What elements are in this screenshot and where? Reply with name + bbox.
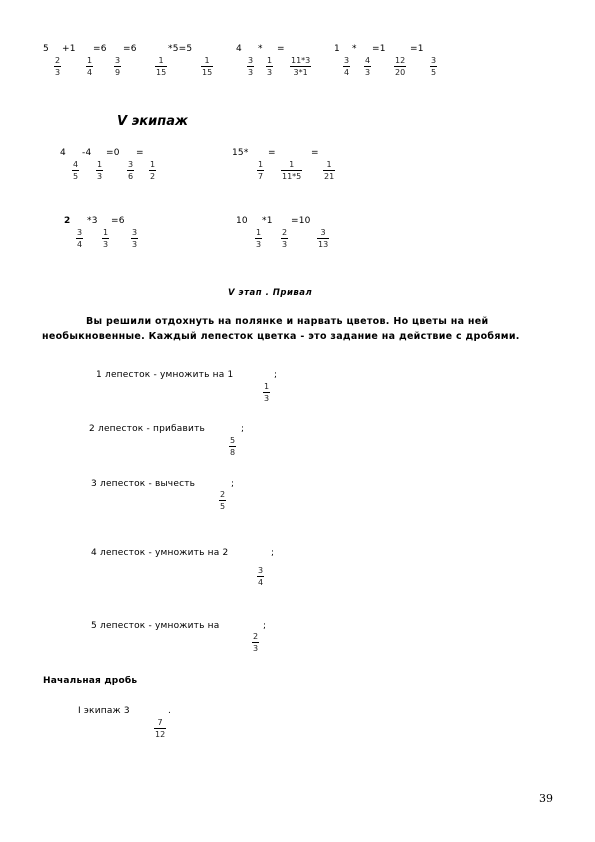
page-number: 39 (539, 792, 553, 805)
petal-3-tail: ; (231, 479, 235, 489)
crew1-fraction: 1 2 (150, 160, 156, 181)
top-fraction: 3 9 (115, 56, 121, 77)
petal-4-tail: ; (271, 548, 275, 558)
crew1-label-0: 4 (60, 148, 66, 158)
crew2-label-5: =10 (291, 216, 311, 226)
petal-5-text: 5 лепесток - умножить на (91, 621, 220, 631)
crew1-fraction: 4 5 (73, 160, 79, 181)
petal-2-tail: ; (241, 424, 245, 434)
crew1-fraction: 3 6 (128, 160, 134, 181)
crew2-fraction: 3 3 (132, 228, 138, 249)
crew1-fraction: 1 21 (324, 160, 335, 181)
petal-4-fraction: 3 4 (258, 566, 264, 587)
crew1-fraction: 1 7 (258, 160, 264, 181)
top-label-7: = (277, 44, 285, 54)
crew-heading: V экипаж (117, 114, 188, 129)
petal-2-fraction: 5 8 (230, 436, 236, 457)
petal-1-fraction: 1 3 (264, 382, 270, 403)
top-label-9: * (352, 44, 357, 54)
top-label-0: 5 (43, 44, 49, 54)
crew2-label-0: 2 (64, 216, 71, 226)
crew2-fraction: 3 13 (318, 228, 329, 249)
crew1-fraction: 1 11*5 (282, 160, 302, 181)
petal-3-fraction: 2 5 (220, 490, 226, 511)
petal-5-fraction: 2 3 (253, 632, 259, 653)
crew1-label-3: = (136, 148, 144, 158)
petal-2-text: 2 лепесток - прибавить (89, 424, 206, 434)
crew-initial-text: I экипаж 3 (78, 706, 130, 716)
crew2-fraction: 1 3 (256, 228, 262, 249)
top-fraction: 11*3 3*1 (291, 56, 311, 77)
crew1-fraction: 1 3 (97, 160, 103, 181)
petal-5-tail: ; (263, 621, 267, 631)
petal-3-text: 3 лепесток - вычесть (91, 479, 196, 489)
crew2-fraction: 2 3 (282, 228, 288, 249)
top-label-1: +1 (62, 44, 76, 54)
top-label-10: =1 (372, 44, 386, 54)
top-label-4: *5=5 (168, 44, 193, 54)
crew-initial-fraction: 7 12 (155, 718, 166, 739)
crew1-label-1: -4 (82, 148, 92, 158)
crew2-label-1: *3 (87, 216, 98, 226)
top-fraction: 3 5 (431, 56, 437, 77)
crew2-label-2: =6 (111, 216, 125, 226)
top-label-11: =1 (410, 44, 424, 54)
top-fraction: 3 4 (344, 56, 350, 77)
intro-paragraph: Вы решили отдохнуть на полянке и нарвать цветов. Но цветы на ней необыкновенные. Каждый лепесток цветка - это задание на действие с дробями. (42, 316, 520, 342)
crew-initial-tail: . (168, 706, 172, 716)
stage-heading: V этап . Привал (228, 288, 313, 298)
petal-4-text: 4 лепесток - умножить на 2 (91, 548, 229, 558)
crew2-label-4: *1 (262, 216, 273, 226)
crew2-label-3: 10 (236, 216, 248, 226)
top-fraction: 3 3 (248, 56, 254, 77)
initial-fraction-heading: Начальная дробь (43, 676, 138, 686)
top-fraction: 1 4 (87, 56, 93, 77)
petal-1-tail: ; (274, 370, 278, 380)
top-fraction: 12 20 (395, 56, 406, 77)
petal-1-text: 1 лепесток - умножить на 1 (96, 370, 234, 380)
crew2-fraction: 1 3 (103, 228, 109, 249)
top-fraction: 4 3 (365, 56, 371, 77)
top-fraction: 1 15 (202, 56, 213, 77)
top-label-3: =6 (123, 44, 137, 54)
crew1-label-6: = (311, 148, 319, 158)
top-label-8: 1 (334, 44, 340, 54)
crew1-label-4: 15* (232, 148, 249, 158)
top-label-5: 4 (236, 44, 242, 54)
crew1-label-5: = (268, 148, 276, 158)
top-label-2: =6 (93, 44, 107, 54)
top-fraction: 2 3 (55, 56, 61, 77)
crew1-label-2: =0 (106, 148, 120, 158)
top-fraction: 1 15 (156, 56, 167, 77)
top-label-6: * (258, 44, 263, 54)
crew2-fraction: 3 4 (77, 228, 83, 249)
top-fraction: 1 3 (267, 56, 273, 77)
